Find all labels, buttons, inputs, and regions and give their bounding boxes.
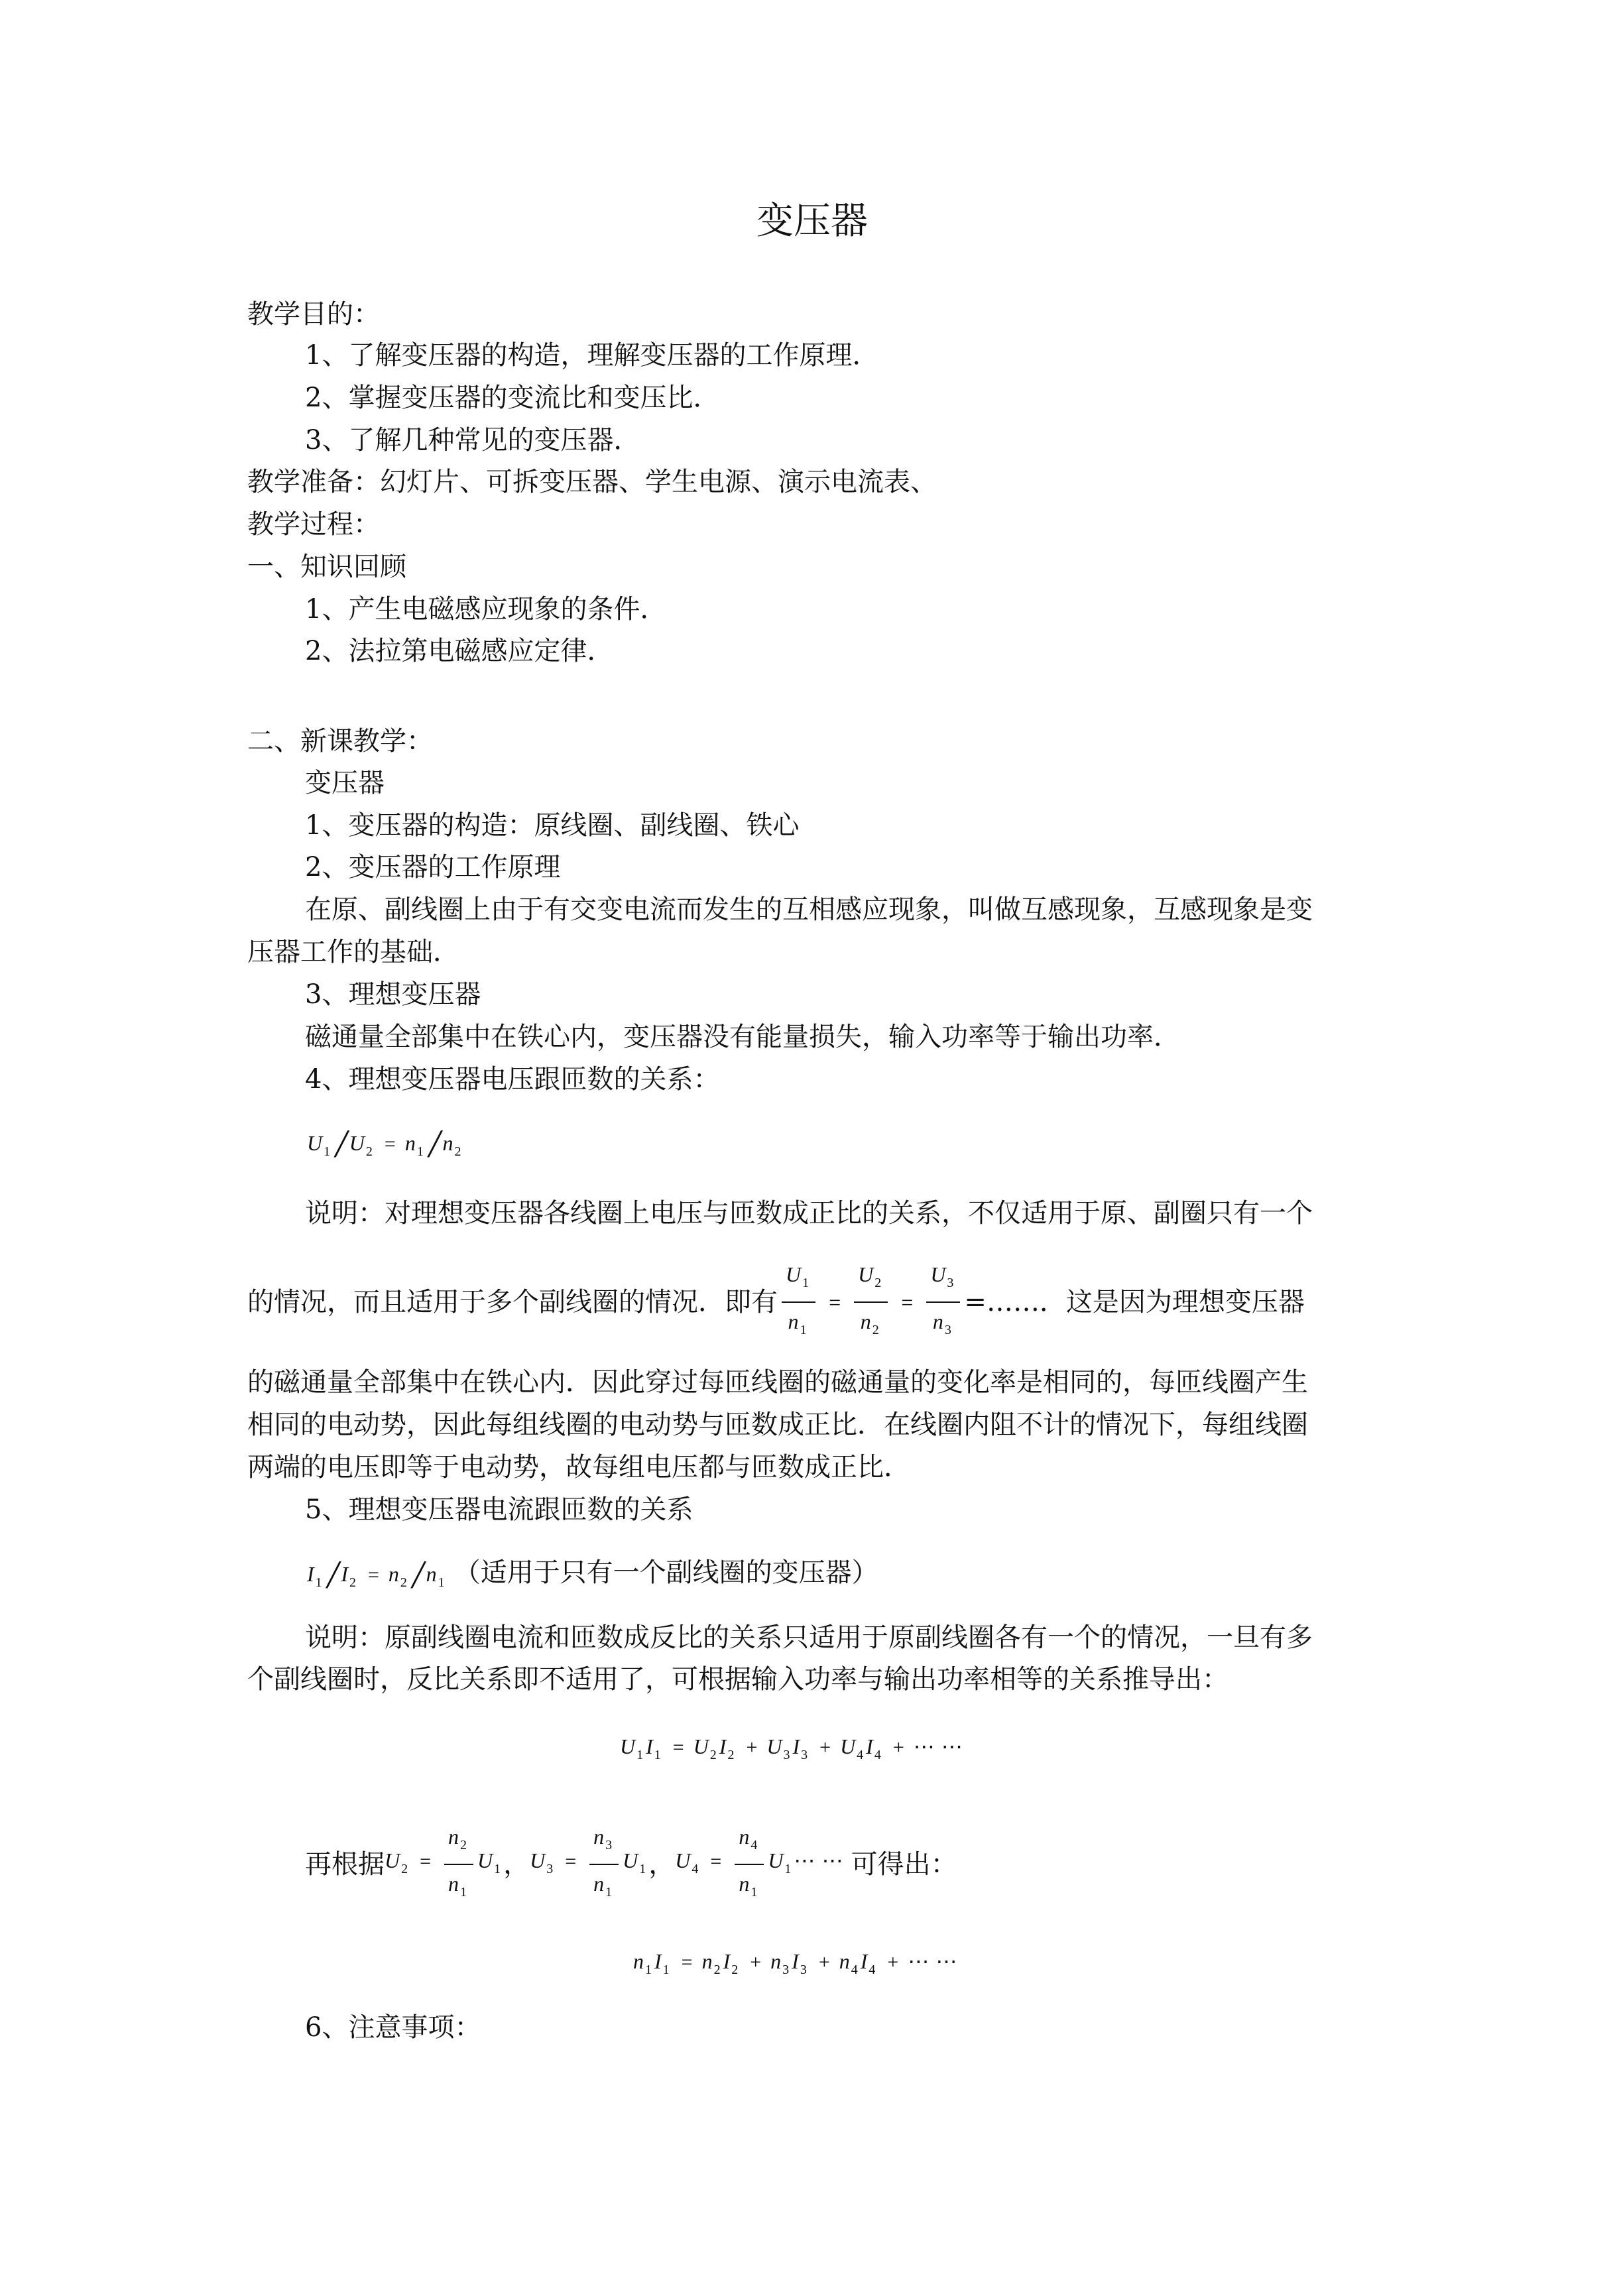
note-2-line-2: 个副线圈时，反比关系即不适用了，可根据输入功率与输出功率相等的关系推导出： [247,1664,1229,1695]
voltage-ratio-formula: U $_1$ / U $_2$ = n $_1$ / n $_2$ [307,1122,461,1166]
note-1-line-5: 两端的电压即等于电动势，故每组电压都与匝数成正比． [247,1452,910,1482]
current-ratio-formula: I $_1$ / I $_2$ = n $_2$ / n $_1$ [307,1553,445,1597]
section-subtitle: 变压器 [305,768,385,798]
item-2-principle: 2、变压器的工作原理 [305,852,561,882]
review-item-2: 2、法拉第电磁感应定律． [305,636,614,666]
review-heading: 一、知识回顾 [247,552,406,582]
item-1-construction: 1、变压器的构造：原线圈、副线圈、铁心 [305,810,800,841]
note-1-line-4: 相同的电动势，因此每组线圈的电动势与匝数成正比．在线圈内阻不计的情况下，每组线圈 [247,1410,1308,1440]
document-title: 变压器 [756,200,868,243]
ideal-description: 磁通量全部集中在铁心内，变压器没有能量损失，输入功率等于输出功率． [305,1022,1180,1052]
item-4-voltage-relation: 4、理想变压器电压跟匝数的关系： [305,1064,720,1095]
note-1-line-3: 的磁通量全部集中在铁心内．因此穿过每匝线圈的磁通量的变化率是相同的，每匝线圈产生 [247,1367,1308,1398]
current-ratio-line: I $_1$ / I $_2$ = n $_2$ / n $_1$ （适用于只有一个副线圈的变压器） [307,1553,878,1597]
item-5-current-relation: 5、理想变压器电流跟匝数的关系 [305,1494,693,1525]
process-heading: 教学过程： [247,509,380,540]
substitution-line: 再根据U $_2$ = $\frac{n _2}{n _1}$ U $_1$ ，U $_3$ = $\frac{n _3}{n _1}$ U $_1$ ，U $_4$ = $\frac{n _4}{n _1}$ U $_1$ ⋯ ⋯ 可得出： [305,1821,957,1908]
objectives-heading: 教学目的： [247,299,380,330]
fraction-u3-n3: $\frac{U _3}{n _3}$ [926,1258,960,1346]
turns-current-formula: n $_1$ I $_1$ = n $_2$ I $_2$ + n $_3$ I $_3$ + n $_4$ I $_4$ + ⋯ ⋯ [633,1949,957,1977]
objective-1: 1、了解变压器的构造，理解变压器的工作原理． [305,340,879,371]
item-3-ideal: 3、理想变压器 [305,979,481,1010]
new-lesson-heading: 二、新课教学： [247,726,433,756]
fraction-n3-n1: $\frac{n _3}{n _1}$ [589,1821,619,1908]
fraction-n4-n1: $\frac{n _4}{n _1}$ [735,1821,764,1908]
note-1-line-2: 的情况，而且适用于多个副线圈的情况．即有 $\frac{U _1}{n _1}$ = $\frac{U _2}{n _2}$ = $\frac{U _3}{n _3}$ =……．这是因为理想变压器 [247,1258,1305,1346]
preparation-line: 教学准备：幻灯片、可拆变压器、学生电源、演示电流表、 [247,467,937,497]
mutual-induction-line-2: 压器工作的基础． [247,937,459,967]
note-2-line-1: 说明：原副线圈电流和匝数成反比的关系只适用于原副线圈各有一个的情况，一旦有多 [305,1622,1313,1653]
note-1-line-1: 说明：对理想变压器各线圈上电压与匝数成正比的关系，不仅适用于原、副圈只有一个 [305,1198,1313,1229]
power-balance-formula: U $_1$ I $_1$ = U $_2$ I $_2$ + U $_3$ I $_3$ + U $_4$ I $_4$ + ⋯ ⋯ [620,1734,963,1762]
item-6-notes: 6、注意事项： [305,2012,481,2043]
review-item-1: 1、产生电磁感应现象的条件． [305,594,667,625]
fraction-n2-n1: $\frac{n _2}{n _1}$ [444,1821,473,1908]
objective-2: 2、掌握变压器的变流比和变压比． [305,383,720,413]
fraction-u1-n1: $\frac{U _1}{n _1}$ [782,1258,815,1346]
objective-3: 3、了解几种常见的变压器． [305,425,640,455]
mutual-induction-line-1: 在原、副线圈上由于有交变电流而发生的互相感应现象，叫做互感现象，互感现象是变 [305,894,1313,925]
fraction-u2-n2: $\frac{U _2}{n _2}$ [854,1258,888,1346]
